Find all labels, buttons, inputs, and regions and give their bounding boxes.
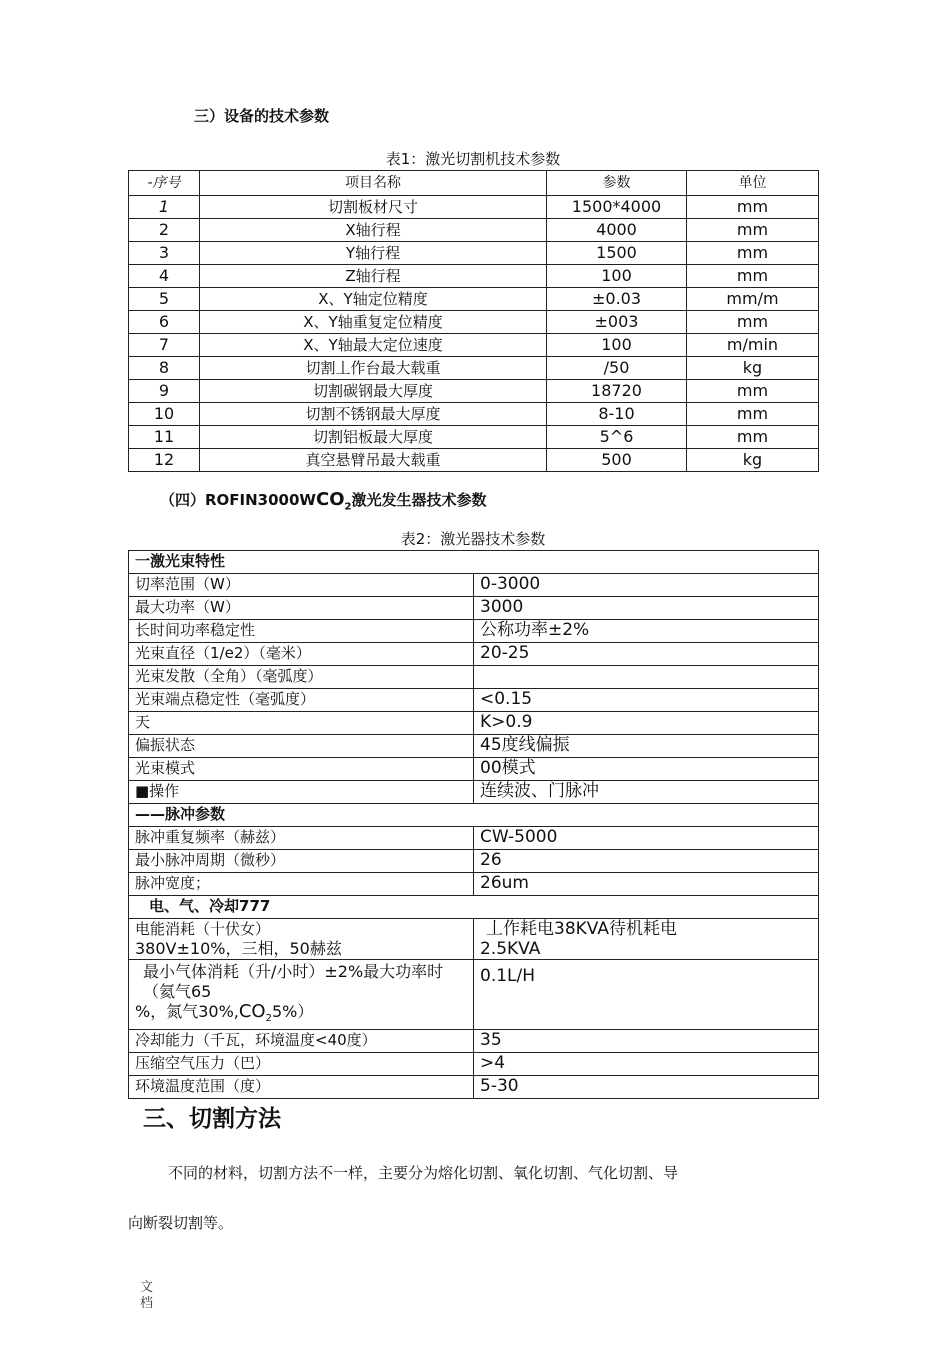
table-row bbox=[129, 735, 819, 758]
gas-label-line2 bbox=[135, 1002, 473, 1029]
co2-formula bbox=[315, 489, 352, 513]
param-value: 20-25 bbox=[474, 643, 819, 666]
section-row bbox=[129, 551, 819, 574]
cell-param: ±003 bbox=[547, 311, 687, 334]
gas-co2-text: CO bbox=[238, 1001, 266, 1022]
table-row bbox=[129, 666, 819, 689]
cell-index: 9 bbox=[129, 380, 200, 403]
table-row bbox=[129, 712, 819, 735]
param-label: ■操作 bbox=[129, 781, 474, 804]
param-value: 5-30 bbox=[474, 1076, 819, 1099]
cell-param: 4000 bbox=[547, 219, 687, 242]
footer-document-mark bbox=[140, 1280, 154, 1312]
cell-param: 100 bbox=[547, 265, 687, 288]
table-row bbox=[129, 574, 819, 597]
cell-param: 1500*4000 bbox=[547, 196, 687, 219]
cell-unit: mm bbox=[687, 380, 819, 403]
table-row bbox=[129, 265, 819, 288]
param-value: 00模式 bbox=[474, 758, 819, 781]
table-row bbox=[129, 426, 819, 449]
table-row-power bbox=[129, 919, 819, 960]
table-row bbox=[129, 850, 819, 873]
cell-name: 切割不锈钢最大厚度 bbox=[200, 403, 547, 426]
param-value: 26um bbox=[474, 873, 819, 896]
param-label: 冷却能力（千瓦，环境温度<40度） bbox=[129, 1030, 474, 1053]
table2-body bbox=[129, 551, 819, 1099]
co2-subscript: 2 bbox=[344, 501, 352, 513]
cell-unit: m/min bbox=[687, 334, 819, 357]
table-row bbox=[129, 1030, 819, 1053]
gas-value: 0.1L/H bbox=[474, 960, 819, 1030]
gas-co2-subscript: 2 bbox=[265, 1013, 272, 1025]
cell-unit: mm bbox=[687, 426, 819, 449]
section-row bbox=[129, 896, 819, 919]
cell-index: 11 bbox=[129, 426, 200, 449]
cell-unit: mm bbox=[687, 242, 819, 265]
param-value: 公称功率±2% bbox=[474, 620, 819, 643]
laser-cutter-params-table bbox=[128, 170, 819, 472]
cell-unit: mm bbox=[687, 265, 819, 288]
param-label: 最大功率（W） bbox=[129, 597, 474, 620]
param-label: 切率范围（W） bbox=[129, 574, 474, 597]
param-label: 光束模式 bbox=[129, 758, 474, 781]
param-label: 光束端点稳定性（毫弧度） bbox=[129, 689, 474, 712]
table-row bbox=[129, 827, 819, 850]
table-row bbox=[129, 449, 819, 472]
section-beam-characteristics: 一激光束特性 bbox=[129, 551, 819, 574]
cell-index: 6 bbox=[129, 311, 200, 334]
param-label: 光束直径（1/e2）（毫米） bbox=[129, 643, 474, 666]
cell-index: 7 bbox=[129, 334, 200, 357]
cell-param: 100 bbox=[547, 334, 687, 357]
cell-unit: mm bbox=[687, 219, 819, 242]
param-label: 长时间功率稳定性 bbox=[129, 620, 474, 643]
cell-unit: mm bbox=[687, 403, 819, 426]
table-row bbox=[129, 334, 819, 357]
table-row bbox=[129, 781, 819, 804]
cell-param: /50 bbox=[547, 357, 687, 380]
power-label-line2: 380V±10%，三相，50赫兹 bbox=[135, 939, 342, 958]
cell-name: 真空悬臂吊最大载重 bbox=[200, 449, 547, 472]
table2-caption: 表2：激光器技术参数 bbox=[400, 530, 546, 548]
power-value-line2: 2.5KVA bbox=[480, 939, 541, 959]
power-label bbox=[129, 919, 474, 960]
co2-text: CO bbox=[315, 489, 345, 510]
param-value: 45度线偏振 bbox=[474, 735, 819, 758]
cell-index: 5 bbox=[129, 288, 200, 311]
param-value: 0-3000 bbox=[474, 574, 819, 597]
table-row bbox=[129, 620, 819, 643]
cell-param: 5^6 bbox=[547, 426, 687, 449]
cell-unit: mm/m bbox=[687, 288, 819, 311]
paragraph-line-2: 向断裂切割等。 bbox=[128, 1214, 234, 1232]
param-label: 偏振状态 bbox=[129, 735, 474, 758]
param-label: 最小脉冲周期（微秒） bbox=[129, 850, 474, 873]
gas-label-line1: 最小气体消耗（升/小时）±2%最大功率时（氦气65 bbox=[143, 962, 444, 1001]
cell-index: 4 bbox=[129, 265, 200, 288]
table-row bbox=[129, 288, 819, 311]
power-label-line1: 电能消耗（十伏女） bbox=[135, 920, 271, 938]
header-name: 项目名称 bbox=[200, 171, 547, 196]
cell-name: 切割碳钢最大厚度 bbox=[200, 380, 547, 403]
cell-param: 1500 bbox=[547, 242, 687, 265]
cell-name: X、Y轴最大定位速度 bbox=[200, 334, 547, 357]
section-row bbox=[129, 804, 819, 827]
cutting-methods-title: 三、切割方法 bbox=[143, 1106, 281, 1132]
param-value: 3000 bbox=[474, 597, 819, 620]
cell-name: X、Y轴重复定位精度 bbox=[200, 311, 547, 334]
header-param: 参数 bbox=[547, 171, 687, 196]
cell-param: 8-10 bbox=[547, 403, 687, 426]
power-value-line1: 丄作耗电38KVA待机耗电 bbox=[486, 919, 677, 939]
gas-label-part-a: %，氮气30%, bbox=[135, 1002, 239, 1021]
gas-label-part-b: 5%） bbox=[271, 1002, 314, 1021]
cell-unit: kg bbox=[687, 357, 819, 380]
cell-name: X、Y轴定位精度 bbox=[200, 288, 547, 311]
table1-caption: 表1：激光切割机技术参数 bbox=[385, 150, 561, 168]
cell-param: 500 bbox=[547, 449, 687, 472]
cell-unit: mm bbox=[687, 311, 819, 334]
cell-name: 切割铝板最大厚度 bbox=[200, 426, 547, 449]
table-row bbox=[129, 689, 819, 712]
cell-param: 18720 bbox=[547, 380, 687, 403]
section4-title-prefix: （四）ROFIN3000W bbox=[160, 491, 316, 509]
param-value: K>0.9 bbox=[474, 712, 819, 735]
table-row bbox=[129, 643, 819, 666]
param-label: 压缩空气压力（巴） bbox=[129, 1053, 474, 1076]
table-row-gas bbox=[129, 960, 819, 1030]
param-value: 26 bbox=[474, 850, 819, 873]
section-title-laser-generator bbox=[160, 489, 486, 513]
cell-index: 8 bbox=[129, 357, 200, 380]
param-label: 脉冲重复频率（赫兹） bbox=[129, 827, 474, 850]
param-value bbox=[474, 666, 819, 689]
cell-name: Z轴行程 bbox=[200, 265, 547, 288]
table-row bbox=[129, 873, 819, 896]
table-row bbox=[129, 242, 819, 265]
footer-char-2: 档 bbox=[140, 1296, 154, 1311]
table-row bbox=[129, 380, 819, 403]
header-index: -序号 bbox=[129, 171, 200, 196]
param-value: 连续波、门脉冲 bbox=[474, 781, 819, 804]
param-value: <0.15 bbox=[474, 689, 819, 712]
cell-index: 1 bbox=[129, 196, 200, 219]
table-row bbox=[129, 403, 819, 426]
table1-body bbox=[129, 196, 819, 472]
param-value: >4 bbox=[474, 1053, 819, 1076]
table-row bbox=[129, 1053, 819, 1076]
section-electric-gas-cooling: 电、气、冷却777 bbox=[129, 896, 819, 919]
table-row bbox=[129, 758, 819, 781]
section4-title-suffix: 激光发生器技术参数 bbox=[351, 491, 487, 509]
param-value: 35 bbox=[474, 1030, 819, 1053]
param-value: CW-5000 bbox=[474, 827, 819, 850]
cell-name: X轴行程 bbox=[200, 219, 547, 242]
param-label: 天 bbox=[129, 712, 474, 735]
cell-index: 2 bbox=[129, 219, 200, 242]
paragraph-line-1: 不同的材料，切割方法不一样，主要分为熔化切割、氧化切割、气化切割、导 bbox=[168, 1164, 679, 1182]
footer-char-1: 文 bbox=[140, 1280, 154, 1295]
param-label: 光束发散（全角）（毫弧度） bbox=[129, 666, 474, 689]
header-unit: 单位 bbox=[687, 171, 819, 196]
cell-name: 切割板材尺寸 bbox=[200, 196, 547, 219]
cell-name: Y轴行程 bbox=[200, 242, 547, 265]
param-label: 环境温度范围（度） bbox=[129, 1076, 474, 1099]
cell-index: 10 bbox=[129, 403, 200, 426]
section-title-equipment-params: 三）设备的技术参数 bbox=[194, 107, 330, 125]
cell-param: ±0.03 bbox=[547, 288, 687, 311]
cell-name: 切割丄作台最大载重 bbox=[200, 357, 547, 380]
table-row bbox=[129, 219, 819, 242]
laser-params-table bbox=[128, 550, 819, 1099]
table-header-row bbox=[129, 171, 819, 196]
cell-unit: kg bbox=[687, 449, 819, 472]
cell-unit: mm bbox=[687, 196, 819, 219]
gas-label bbox=[129, 960, 474, 1030]
section-pulse-params: ——脉冲参数 bbox=[129, 804, 819, 827]
power-value bbox=[474, 919, 819, 960]
table-row bbox=[129, 357, 819, 380]
param-label: 脉冲宽度； bbox=[129, 873, 474, 896]
table-row bbox=[129, 311, 819, 334]
table-row bbox=[129, 597, 819, 620]
table-row bbox=[129, 1076, 819, 1099]
cell-index: 12 bbox=[129, 449, 200, 472]
cell-index: 3 bbox=[129, 242, 200, 265]
table-row bbox=[129, 196, 819, 219]
